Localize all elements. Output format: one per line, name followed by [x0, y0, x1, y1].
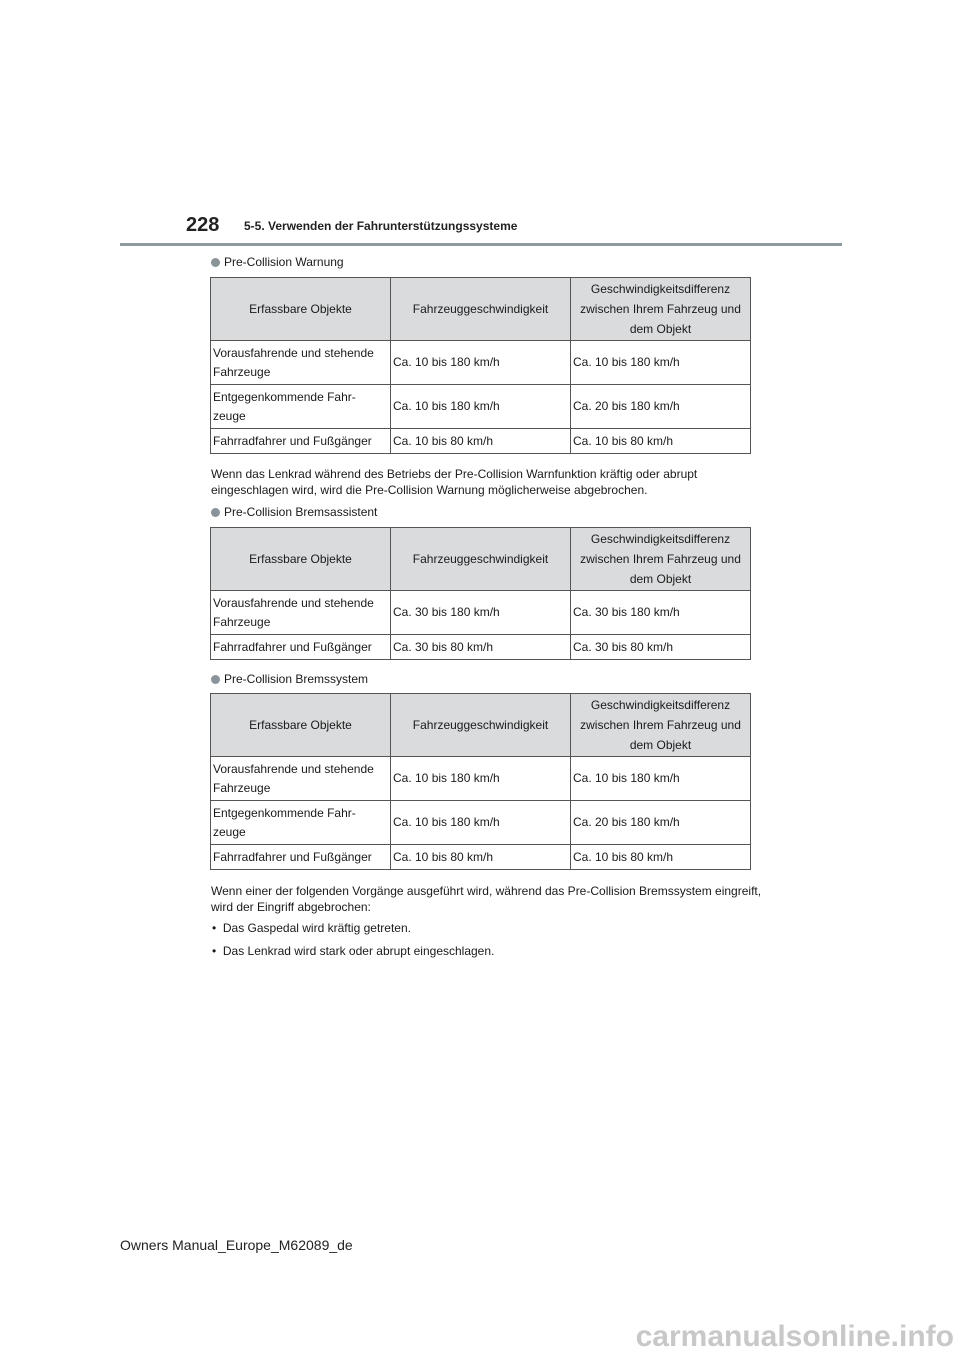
- table-cell: Ca. 10 bis 80 km/h: [571, 845, 751, 870]
- table-row: [211, 429, 751, 454]
- table-cell: Ca. 10 bis 180 km/h: [571, 341, 751, 385]
- watermark: carmanualsonline.info: [635, 1320, 954, 1353]
- table-row: [211, 845, 751, 870]
- table-cell: Ca. 10 bis 80 km/h: [571, 429, 751, 454]
- table-cell: Vorausfahrende und stehende Fahrzeuge: [211, 341, 391, 385]
- section-heading-brake-system: [211, 672, 368, 686]
- list-item-text: Das Gaspedal wird kräftig getreten.: [222, 921, 411, 935]
- list-item: • Das Lenkrad wird stark oder abrupt eingeschlagen.: [212, 944, 495, 958]
- table-cell: Ca. 30 bis 80 km/h: [391, 635, 571, 660]
- section-heading-label: Pre-Collision Bremsassistent: [224, 505, 378, 519]
- column-header-speed: Fahrzeuggeschwindigkeit: [391, 694, 571, 757]
- table-cell: Ca. 30 bis 180 km/h: [391, 591, 571, 635]
- section-heading-label: Pre-Collision Warnung: [224, 255, 344, 269]
- table-cell: Vorausfahrende und stehende Fahrzeuge: [211, 757, 391, 801]
- bullet-icon: [211, 258, 220, 267]
- table-cell: Fahrradfahrer und Fußgänger: [211, 845, 391, 870]
- warning-note: Wenn das Lenkrad während des Betriebs der Pre-Collision Warnfunktion kräftig oder abrupt eingeschlagen wird, wird die Pre-Collision Warnung möglicherweise abgebrochen.: [211, 467, 698, 497]
- section-title: 5-5. Verwenden der Fahrunterstützungssysteme: [244, 219, 518, 233]
- list-item: • Das Gaspedal wird kräftig getreten.: [212, 921, 411, 935]
- table-cell: Ca. 10 bis 80 km/h: [391, 429, 571, 454]
- table-cell: Entgegenkommende Fahr-zeuge: [211, 385, 391, 429]
- header-rule: [120, 243, 842, 246]
- brake-assist-table: [210, 527, 751, 660]
- table-cell: Ca. 20 bis 180 km/h: [571, 801, 751, 845]
- section-heading-warning: [211, 255, 344, 269]
- table-cell: Fahrradfahrer und Fußgänger: [211, 635, 391, 660]
- table-cell: Ca. 10 bis 180 km/h: [391, 757, 571, 801]
- column-header-speed: Fahrzeuggeschwindigkeit: [391, 278, 571, 341]
- table-cell: Ca. 10 bis 180 km/h: [391, 801, 571, 845]
- table-row: [211, 635, 751, 660]
- table-cell: Ca. 10 bis 180 km/h: [391, 341, 571, 385]
- column-header-speed-difference: Geschwindigkeitsdifferenz zwischen Ihrem Fahrzeug und dem Objekt: [571, 528, 751, 591]
- column-header-speed-difference: Geschwindigkeitsdifferenz zwischen Ihrem Fahrzeug und dem Objekt: [571, 278, 751, 341]
- table-row: [211, 341, 751, 385]
- table-cell: Ca. 30 bis 180 km/h: [571, 591, 751, 635]
- table-cell: Fahrradfahrer und Fußgänger: [211, 429, 391, 454]
- table-row: [211, 591, 751, 635]
- brake-system-note: Wenn einer der folgenden Vorgänge ausgeführt wird, während das Pre-Collision Bremssystem eingreift, wird der Eingriff abgebrochen:: [211, 884, 762, 914]
- column-header-objects: Erfassbare Objekte: [211, 278, 391, 341]
- table-cell: Ca. 30 bis 80 km/h: [571, 635, 751, 660]
- footer-doc-id: Owners Manual_Europe_M62089_de: [120, 1237, 353, 1253]
- column-header-objects: Erfassbare Objekte: [211, 694, 391, 757]
- page-number: 228: [186, 214, 220, 236]
- section-heading-brake-assist: [211, 505, 377, 519]
- table-cell: Ca. 10 bis 180 km/h: [391, 385, 571, 429]
- table-cell: Ca. 10 bis 80 km/h: [391, 845, 571, 870]
- bullet-icon: [211, 508, 220, 517]
- table-row: [211, 801, 751, 845]
- list-item-text: Das Lenkrad wird stark oder abrupt eingeschlagen.: [222, 944, 495, 958]
- section-heading-label: Pre-Collision Bremssystem: [224, 672, 369, 686]
- column-header-speed: Fahrzeuggeschwindigkeit: [391, 528, 571, 591]
- table-cell: Ca. 20 bis 180 km/h: [571, 385, 751, 429]
- warning-table: [210, 277, 751, 454]
- bullet-icon: [211, 675, 220, 684]
- table-row: [211, 385, 751, 429]
- brake-system-table: [210, 693, 751, 870]
- table-cell: Ca. 10 bis 180 km/h: [571, 757, 751, 801]
- table-cell: Vorausfahrende und stehende Fahrzeuge: [211, 591, 391, 635]
- column-header-objects: Erfassbare Objekte: [211, 528, 391, 591]
- table-row: [211, 757, 751, 801]
- column-header-speed-difference: Geschwindigkeitsdifferenz zwischen Ihrem Fahrzeug und dem Objekt: [571, 694, 751, 757]
- table-cell: Entgegenkommende Fahr-zeuge: [211, 801, 391, 845]
